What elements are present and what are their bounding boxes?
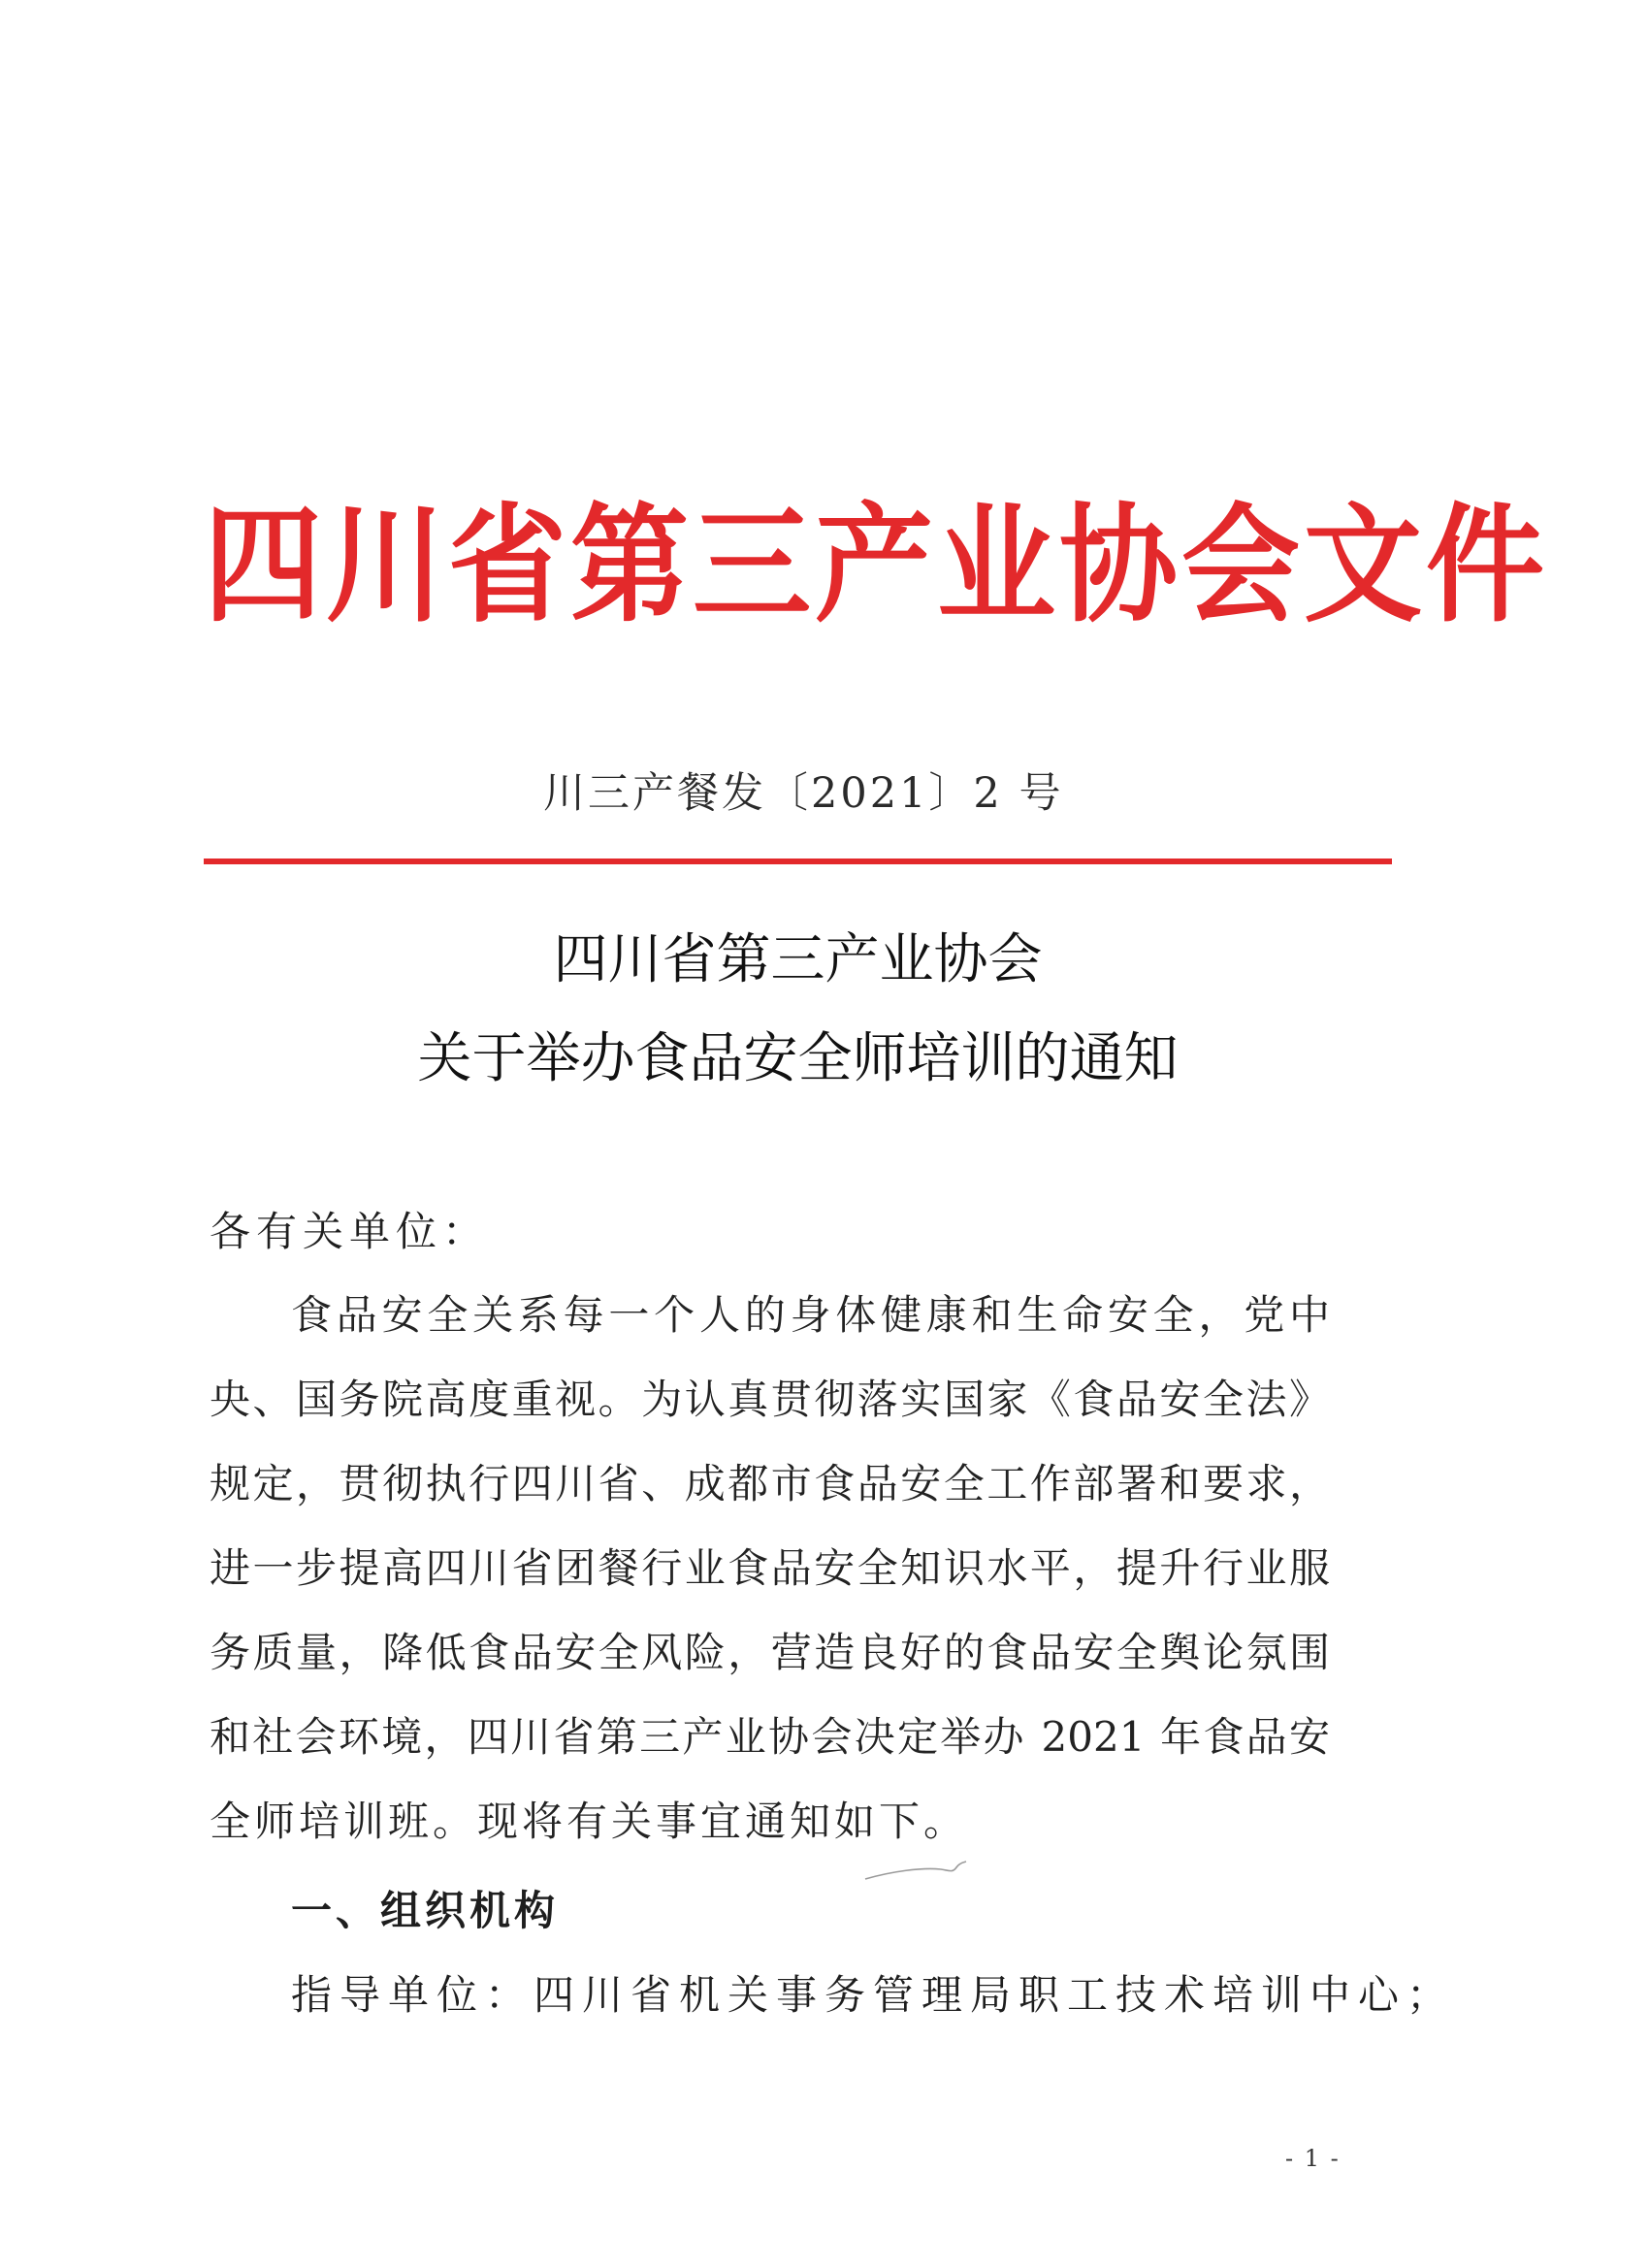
pen-stroke-mark: [863, 1858, 970, 1887]
page-number: - 1 -: [1285, 2145, 1341, 2172]
paragraph-line: 务质量，降低食品安全风险，营造良好的食品安全舆论氛围: [210, 1629, 1330, 1676]
red-divider-line: [204, 859, 1392, 864]
notice-title-line-1: 四川省第三产业协会: [553, 928, 1043, 991]
paragraph-line: 全师培训班。现将有关事宜通知如下。: [210, 1798, 969, 1845]
paragraph-line: 规定，贯彻执行四川省、成都市食品安全工作部署和要求，: [210, 1460, 1330, 1507]
notice-title-line-2: 关于举办食品安全师培训的通知: [417, 1027, 1179, 1090]
paragraph-line: 进一步提高四川省团餐行业食品安全知识水平，提升行业服: [210, 1544, 1330, 1592]
guide-unit-line: 指导单位：四川省机关事务管理局职工技术培训中心；: [291, 1971, 1456, 2019]
salutation: 各有关单位：: [210, 1208, 490, 1255]
document-header-title: 四川省第三产业协会文件: [204, 489, 1548, 640]
document-number: 川三产餐发〔2021〕2 号: [543, 769, 1064, 818]
paragraph-line: 央、国务院高度重视。为认真贯彻落实国家《食品安全法》: [210, 1376, 1330, 1423]
paragraph-line: 食品安全关系每一个人的身体健康和生命安全，党中: [291, 1291, 1330, 1339]
section-heading-organization: 一、组织机构: [291, 1887, 560, 1934]
paragraph-line: 和社会环境，四川省第三产业协会决定举办 2021 年食品安: [210, 1713, 1330, 1761]
